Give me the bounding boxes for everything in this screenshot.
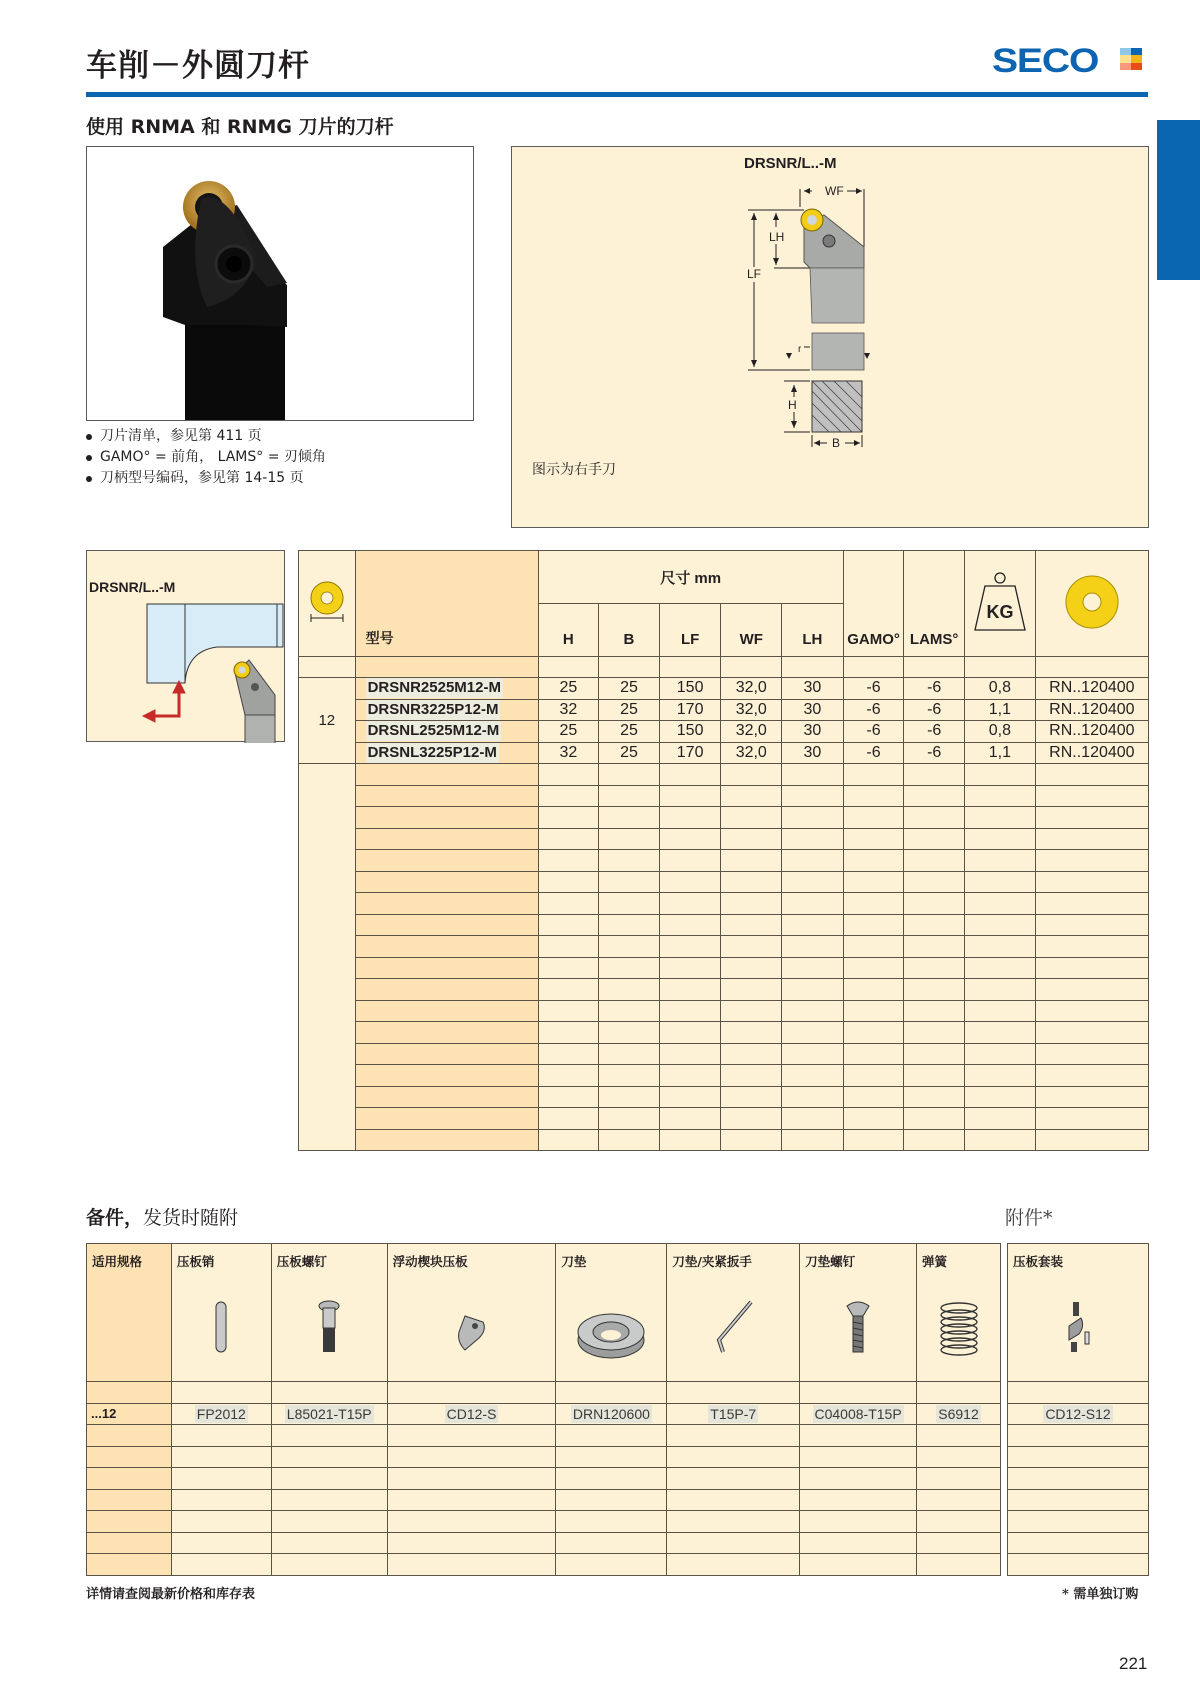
dimension-drawing bbox=[511, 146, 1149, 528]
clamp-screw-header: 压板螺钉 bbox=[271, 1244, 387, 1382]
empty-rows bbox=[1008, 1425, 1149, 1576]
tool-holder-photo-icon bbox=[87, 147, 474, 421]
h-header: H bbox=[538, 604, 599, 657]
lf-value: 150 bbox=[659, 678, 721, 700]
notes-list bbox=[84, 426, 326, 489]
svg-text:H: H bbox=[788, 398, 797, 412]
empty-rows bbox=[299, 764, 1149, 1151]
table-row bbox=[299, 699, 1149, 721]
mini-diagram-title: DRSNR/L..-M bbox=[89, 579, 176, 595]
insert-value: RN..120400 bbox=[1035, 742, 1148, 764]
lams-value: -6 bbox=[904, 699, 965, 721]
table-row bbox=[87, 1403, 1001, 1425]
table-row bbox=[1008, 1403, 1149, 1425]
lams-value: -6 bbox=[904, 721, 965, 743]
shim-header: 刀垫 bbox=[556, 1244, 667, 1382]
applicable-size-header: 适用规格 bbox=[87, 1244, 172, 1382]
holder-spec-table bbox=[298, 550, 1149, 1151]
wf-value: 32,0 bbox=[721, 742, 782, 764]
b-header: B bbox=[599, 604, 660, 657]
insert-value: RN..120400 bbox=[1035, 699, 1148, 721]
svg-text:B: B bbox=[832, 436, 841, 450]
drawing-note: 图示为右手刀 bbox=[532, 462, 616, 478]
model-code: DRSNR2525M12-M bbox=[367, 679, 501, 697]
table-row bbox=[299, 721, 1149, 743]
b-value: 25 bbox=[599, 742, 660, 764]
svg-text:LF: LF bbox=[747, 267, 762, 281]
empty-rows bbox=[87, 1425, 1001, 1576]
gamo-header: GAMO° bbox=[843, 551, 904, 657]
lh-header: LH bbox=[782, 604, 844, 657]
kg-value: 1,1 bbox=[965, 699, 1036, 721]
model-code: DRSNL3225P12-M bbox=[367, 743, 497, 761]
hex-key-wrench-icon bbox=[711, 1300, 755, 1356]
dimensions-group-header: 尺寸 mm bbox=[538, 551, 843, 604]
seco-logo bbox=[992, 42, 1099, 81]
applicable-size-value: ...12 bbox=[87, 1403, 172, 1425]
clamp-pin-header: 压板销 bbox=[171, 1244, 271, 1382]
table-row bbox=[299, 678, 1149, 700]
wf-value: 32,0 bbox=[721, 721, 782, 743]
part-code: T15P-7 bbox=[710, 1405, 757, 1422]
shim-screw-header: 刀垫螺钉 bbox=[800, 1244, 917, 1382]
insert-diameter-icon bbox=[307, 580, 347, 624]
lams-value: -6 bbox=[904, 678, 965, 700]
part-code: CD12-S12 bbox=[1045, 1405, 1111, 1422]
wrench-header: 刀垫/夹紧扳手 bbox=[667, 1244, 800, 1382]
logo-text: SECO bbox=[992, 42, 1099, 80]
h-value: 25 bbox=[538, 721, 599, 743]
model-code: DRSNR3225P12-M bbox=[367, 700, 499, 718]
kg-value: 0,8 bbox=[965, 721, 1036, 743]
footer-note: 详情请查阅最新价格和库存表 bbox=[86, 1587, 256, 1602]
model-header: 型号 bbox=[355, 551, 538, 657]
b-value: 25 bbox=[599, 699, 660, 721]
lh-value: 30 bbox=[782, 742, 844, 764]
part-code: C04008-T15P bbox=[814, 1405, 902, 1422]
lf-value: 170 bbox=[659, 699, 721, 721]
insert-header bbox=[1035, 551, 1148, 657]
svg-text:KG: KG bbox=[986, 601, 1014, 622]
lh-value: 30 bbox=[782, 721, 844, 743]
section-subtitle: 使用 RNMA 和 RNMG 刀片的刀杆 bbox=[86, 116, 394, 138]
part-code: FP2012 bbox=[196, 1405, 246, 1422]
clamp-screw-icon bbox=[317, 1300, 341, 1356]
clamp-pin-icon bbox=[214, 1300, 228, 1354]
insert-size-cell: 12 bbox=[299, 678, 356, 764]
logo-color-squares-icon bbox=[1120, 48, 1142, 70]
spring-header: 弹簧 bbox=[917, 1244, 1001, 1382]
wf-value: 32,0 bbox=[721, 699, 782, 721]
part-code: DRN120600 bbox=[572, 1405, 650, 1422]
lams-header: LAMS° bbox=[904, 551, 965, 657]
application-diagram bbox=[86, 550, 285, 742]
b-value: 25 bbox=[599, 678, 660, 700]
insert-round-icon bbox=[1064, 574, 1120, 630]
shim-icon bbox=[575, 1310, 647, 1362]
spare-parts-table bbox=[86, 1243, 1001, 1576]
h-value: 25 bbox=[538, 678, 599, 700]
gamo-value: -6 bbox=[843, 678, 904, 700]
lf-value: 170 bbox=[659, 742, 721, 764]
wedge-clamp-header: 浮动楔块压板 bbox=[387, 1244, 556, 1382]
accessories-title: 附件* bbox=[1005, 1207, 1053, 1229]
b-value: 25 bbox=[599, 721, 660, 743]
table-row bbox=[299, 742, 1149, 764]
insert-value: RN..120400 bbox=[1035, 721, 1148, 743]
h-value: 32 bbox=[538, 742, 599, 764]
page-number: 221 bbox=[1119, 1654, 1148, 1673]
drawing-title: DRSNR/L..-M bbox=[744, 155, 837, 172]
note-item: 刀柄型号编码，参见第 14-15 页 bbox=[84, 468, 326, 489]
lams-value: -6 bbox=[904, 742, 965, 764]
lf-value: 150 bbox=[659, 721, 721, 743]
part-code: L85021-T15P bbox=[286, 1405, 372, 1422]
svg-text:r: r bbox=[798, 344, 802, 355]
kg-value: 0,8 bbox=[965, 678, 1036, 700]
gamo-value: -6 bbox=[843, 699, 904, 721]
note-item: 刀片清单，参见第 411 页 bbox=[84, 426, 326, 447]
spring-icon bbox=[939, 1300, 979, 1356]
clamp-kit-icon bbox=[1063, 1300, 1093, 1356]
weight-kg-icon bbox=[973, 570, 1027, 634]
lh-value: 30 bbox=[782, 699, 844, 721]
h-value: 32 bbox=[538, 699, 599, 721]
separate-order-note: * 需单独订购 bbox=[1062, 1587, 1139, 1602]
part-code: CD12-S bbox=[446, 1405, 497, 1422]
shim-screw-icon bbox=[845, 1300, 871, 1356]
part-code: S6912 bbox=[938, 1405, 979, 1422]
wedge-clamp-icon bbox=[455, 1312, 489, 1354]
kg-value: 1,1 bbox=[965, 742, 1036, 764]
note-item: GAMO° = 前角， LAMS° = 刃倾角 bbox=[84, 447, 326, 468]
model-code: DRSNL2525M12-M bbox=[367, 722, 500, 740]
svg-text:LH: LH bbox=[769, 230, 785, 244]
gamo-value: -6 bbox=[843, 721, 904, 743]
insert-size-header bbox=[299, 551, 356, 657]
product-photo bbox=[86, 146, 474, 421]
gamo-value: -6 bbox=[843, 742, 904, 764]
wf-label: WF bbox=[825, 184, 844, 198]
section-tab-marker bbox=[1157, 120, 1200, 280]
spare-parts-title: 备件，发货时随附 bbox=[86, 1207, 239, 1229]
wf-header: WF bbox=[721, 604, 782, 657]
lf-header: LF bbox=[659, 604, 721, 657]
title-divider bbox=[86, 92, 1148, 97]
insert-value: RN..120400 bbox=[1035, 678, 1148, 700]
lh-value: 30 bbox=[782, 678, 844, 700]
machining-direction-diagram-icon bbox=[87, 551, 286, 743]
clamp-kit-header: 压板套装 bbox=[1008, 1244, 1149, 1382]
page-title: 车削－外圆刀杆 bbox=[86, 48, 310, 84]
wf-value: 32,0 bbox=[721, 678, 782, 700]
weight-header bbox=[965, 551, 1036, 657]
optional-accessories-table bbox=[1007, 1243, 1149, 1576]
